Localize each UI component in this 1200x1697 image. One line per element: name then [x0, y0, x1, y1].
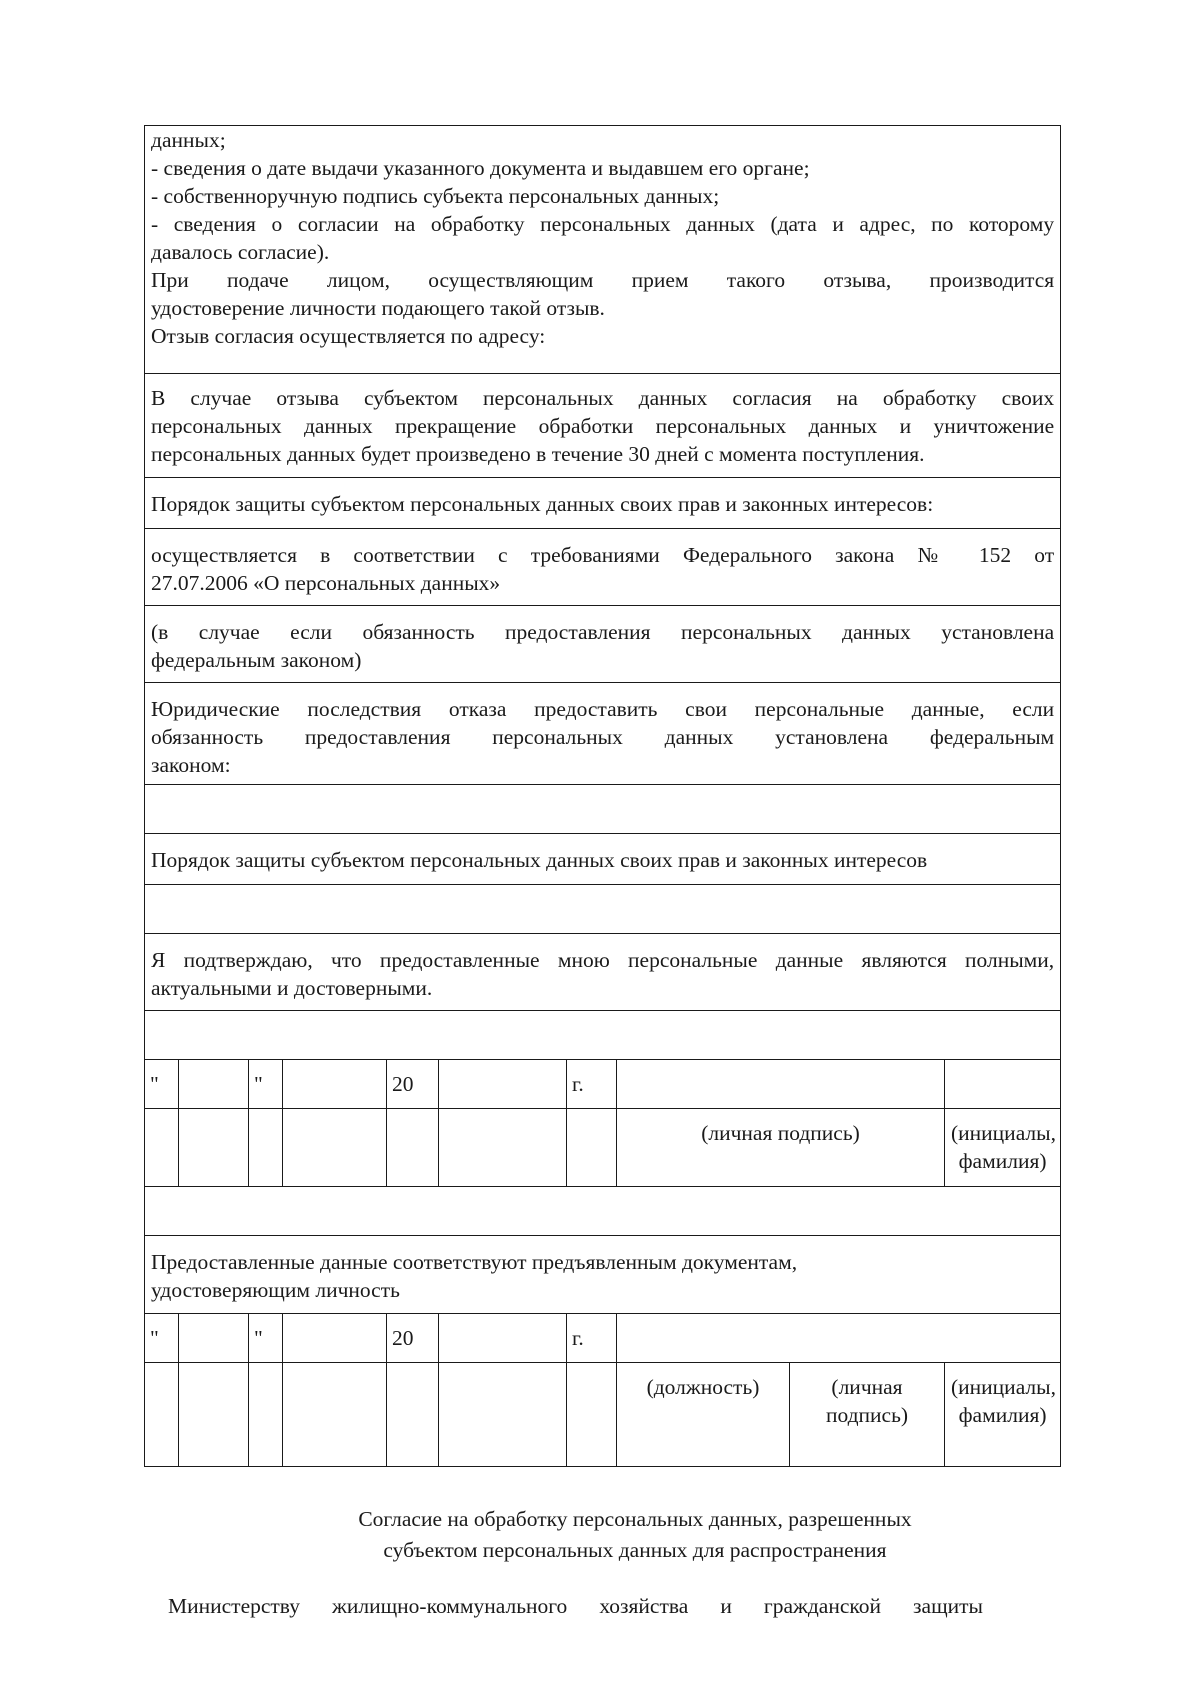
- text-line: 27.07.2006 «О персональных данных»: [151, 571, 501, 595]
- signature-caption: (личная подпись): [790, 1363, 945, 1467]
- year-suffix: г.: [567, 1314, 617, 1363]
- year-field[interactable]: [439, 1314, 567, 1363]
- blank-row: [145, 1011, 1061, 1060]
- text-line: Предоставленные данные соответствуют предъявленным документам,: [151, 1250, 798, 1274]
- consent-title: [0, 1504, 1200, 1566]
- blank-row: [145, 1187, 1061, 1236]
- empty-cell: [567, 1363, 617, 1467]
- text-line: В случае отзыва субъектом персональных данных согласия на обработку своих: [151, 386, 1055, 410]
- title-line: Согласие на обработку персональных данных, разрешенных: [358, 1507, 912, 1531]
- addressee-line: Министерству жилищно-коммунального хозяйства и гражданской защиты: [168, 1594, 983, 1618]
- protection-order-label-cell: [145, 834, 1061, 885]
- initials-field[interactable]: [945, 1060, 1061, 1109]
- year-prefix: 20: [387, 1314, 439, 1363]
- day-field[interactable]: [179, 1314, 249, 1363]
- text-line: При подаче лицом, осуществляющим прием такого отзыва, производится: [151, 268, 1055, 292]
- law-reference-cell: [145, 529, 1061, 606]
- empty-cell: [439, 1363, 567, 1467]
- text-line: - сведения о дате выдачи указанного документа и выдавшем его органе;: [151, 156, 810, 180]
- signature-field[interactable]: [617, 1060, 945, 1109]
- text-line: законом:: [151, 753, 231, 777]
- empty-cell: [249, 1109, 283, 1187]
- month-field[interactable]: [283, 1314, 387, 1363]
- protection-order-heading-cell: [145, 478, 1061, 529]
- confirmation-cell: [145, 934, 1061, 1011]
- day-field[interactable]: [179, 1060, 249, 1109]
- empty-cell: [567, 1109, 617, 1187]
- text-line: давалось согласие).: [151, 240, 330, 264]
- text-line: Порядок защиты субъектом персональных данных своих прав и законных интересов: [151, 848, 928, 872]
- month-field[interactable]: [283, 1060, 387, 1109]
- empty-cell: [179, 1109, 249, 1187]
- empty-cell: [439, 1109, 567, 1187]
- empty-cell: [387, 1109, 439, 1187]
- official-signature-field[interactable]: [617, 1314, 1061, 1363]
- text-line: персональных данных прекращение обработки персональных данных и уничтожение: [151, 414, 1055, 438]
- signature-caption: (личная подпись): [617, 1109, 945, 1187]
- documents-verified-cell: [145, 1236, 1061, 1314]
- text-line: Порядок защиты субъектом персональных данных своих прав и законных интересов:: [151, 492, 934, 516]
- empty-cell: [283, 1363, 387, 1467]
- withdrawal-processing-cell: [145, 374, 1061, 478]
- text-line: персональных данных будет произведено в течение 30 дней с момента поступления.: [151, 442, 925, 466]
- empty-cell: [179, 1363, 249, 1467]
- year-field[interactable]: [439, 1060, 567, 1109]
- initials-caption: (инициалы, фамилия): [945, 1109, 1061, 1187]
- title-line: субъектом персональных данных для распространения: [383, 1538, 887, 1562]
- position-caption: (должность): [617, 1363, 790, 1467]
- text-line: федеральным законом): [151, 648, 362, 672]
- year-prefix: 20: [387, 1060, 439, 1109]
- quote-close: ": [249, 1060, 283, 1109]
- quote-open: ": [145, 1060, 179, 1109]
- text-line: Я подтверждаю, что предоставленные мною персональные данные являются полными,: [151, 948, 1055, 972]
- text-line: (в случае если обязанность предоставления персональных данных установлена: [151, 620, 1055, 644]
- quote-close: ": [249, 1314, 283, 1363]
- empty-cell: [145, 1109, 179, 1187]
- initials-caption: (инициалы, фамилия): [945, 1363, 1061, 1467]
- empty-cell: [387, 1363, 439, 1467]
- empty-cell: [283, 1109, 387, 1187]
- text-line: осуществляется в соответствии с требованиями Федерального закона № 152 от: [151, 543, 1055, 567]
- text-line: данных;: [151, 128, 226, 152]
- year-suffix: г.: [567, 1060, 617, 1109]
- protection-order-input[interactable]: [145, 885, 1061, 934]
- legal-consequences-cell: [145, 683, 1061, 785]
- quote-open: ": [145, 1314, 179, 1363]
- text-line: актуальными и достоверными.: [151, 976, 433, 1000]
- text-line: - собственноручную подпись субъекта персональных данных;: [151, 184, 720, 208]
- text-line: Отзыв согласия осуществляется по адресу:: [151, 324, 546, 348]
- withdrawal-requirements-cell: [145, 126, 1061, 374]
- consent-form-table: [144, 125, 1061, 1467]
- text-line: удостоверение личности подающего такой отзыв.: [151, 296, 605, 320]
- federal-law-note-cell: [145, 606, 1061, 683]
- text-line: удостоверяющим личность: [151, 1278, 400, 1302]
- text-line: - сведения о согласии на обработку персональных данных (дата и адрес, по которому: [151, 212, 1055, 236]
- empty-cell: [145, 1363, 179, 1467]
- empty-cell: [249, 1363, 283, 1467]
- text-line: обязанность предоставления персональных данных установлена федеральным: [151, 725, 1055, 749]
- text-line: Юридические последствия отказа предоставить свои персональные данные, если: [151, 697, 1055, 721]
- legal-consequences-input[interactable]: [145, 785, 1061, 834]
